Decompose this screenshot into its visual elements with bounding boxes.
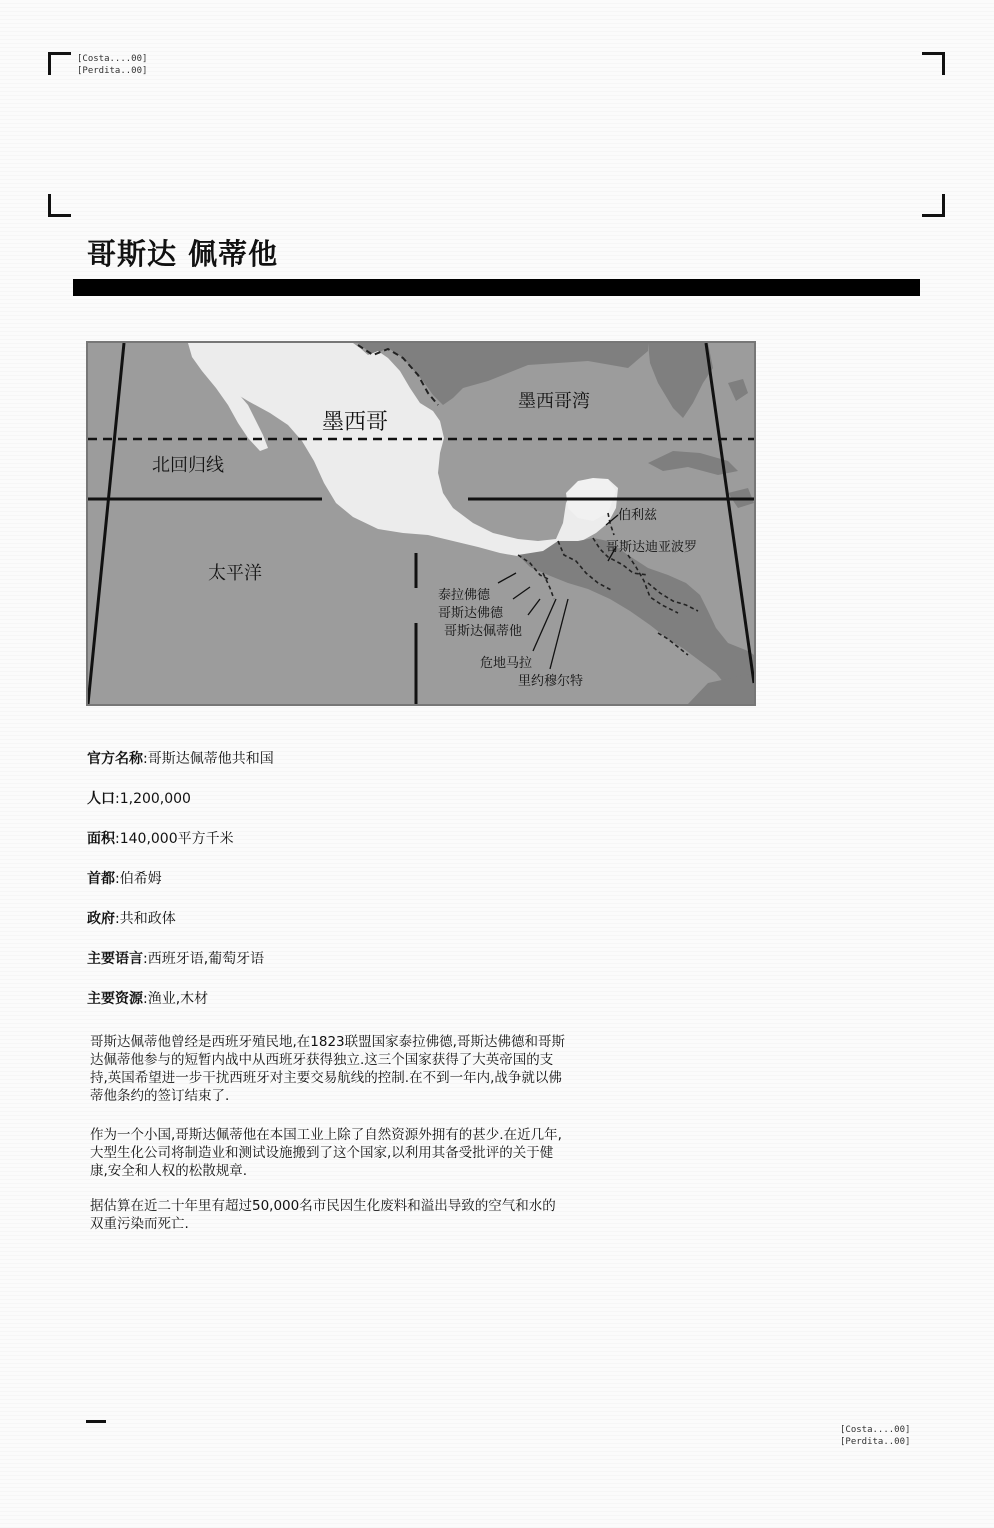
info-area — [87, 830, 234, 848]
info-capital — [87, 870, 162, 888]
info-population — [87, 790, 191, 808]
info-government — [87, 910, 176, 928]
info-resources — [87, 990, 208, 1008]
info-value: :西班牙语,葡萄牙语 — [143, 951, 265, 967]
footer-code-line-2: [Perdita..00] — [840, 1437, 911, 1447]
label-costa-ford: 哥斯达佛德 — [438, 606, 504, 621]
page-title: 哥斯达 佩蒂他 — [87, 237, 279, 271]
map-figure — [86, 341, 756, 706]
label-rio-mort: 里约穆尔特 — [518, 674, 584, 689]
header-code-line-1: [Costa....00] — [77, 54, 148, 64]
info-key: 主要语言 — [87, 951, 143, 967]
info-value: :1,200,000 — [115, 791, 191, 807]
label-costa-perdita: 哥斯达佩蒂他 — [444, 624, 523, 639]
label-tropic-of-cancer: 北回归线 — [152, 455, 224, 476]
info-languages — [87, 950, 264, 968]
label-mexico: 墨西哥 — [322, 410, 389, 435]
label-belize: 伯利兹 — [618, 508, 658, 523]
footer-code — [840, 1424, 910, 1448]
label-teraford: 泰拉佛德 — [438, 588, 491, 603]
header-code-line-2: [Perdita..00] — [77, 66, 148, 76]
info-value: :共和政体 — [115, 911, 176, 927]
body-paragraph-1: 哥斯达佩蒂他曾经是西班牙殖民地,在1823联盟国家泰拉佛德,哥斯达佛德和哥斯达佩蒂他参与的短暂内战中从西班牙获得独立.这三个国家获得了大英帝国的支持,英国希望进一步干扰西班牙对主要交易航线的控制.在不到一年内,战争就以佛蒂他条约的签订结束了. — [90, 1034, 565, 1104]
label-pacific-ocean: 太平洋 — [208, 563, 262, 584]
info-key: 人口 — [87, 791, 115, 807]
info-value: :140,000平方千米 — [115, 831, 234, 847]
info-key: 面积 — [87, 831, 115, 847]
footer-code-line-1: [Costa....00] — [840, 1425, 911, 1435]
info-key: 官方名称 — [87, 751, 143, 767]
title-bar — [73, 279, 920, 296]
info-key: 首都 — [87, 871, 115, 887]
body-paragraph-2: 作为一个小国,哥斯达佩蒂他在本国工业上除了自然资源外拥有的甚少.在近几年,大型生化公司将制造业和测试设施搬到了这个国家,以利用其备受批评的关于健康,安全和人权的松散规章. — [90, 1127, 562, 1179]
body-paragraph-3: 据估算在近二十年里有超过50,000名市民因生化废料和溢出导致的空气和水的双重污染而死亡. — [90, 1198, 556, 1232]
header-code — [77, 53, 147, 77]
info-key: 主要资源 — [87, 991, 143, 1007]
corner-mark-bottom-right — [922, 194, 945, 217]
info-value: :渔业,木材 — [143, 991, 209, 1007]
label-gulf-of-mexico: 墨西哥湾 — [518, 391, 590, 412]
corner-mark-bottom-left — [48, 194, 71, 217]
page-marker — [86, 1420, 106, 1423]
info-value: :哥斯达佩蒂他共和国 — [143, 751, 274, 767]
label-costa-di-aboro: 哥斯达迪亚波罗 — [606, 540, 698, 555]
info-official-name — [87, 750, 274, 768]
map-svg — [88, 343, 754, 704]
corner-mark-top-right — [922, 52, 945, 75]
info-key: 政府 — [87, 911, 115, 927]
info-value: :伯希姆 — [115, 871, 162, 887]
corner-mark-top-left — [48, 52, 71, 75]
label-guatemala: 危地马拉 — [480, 656, 533, 671]
